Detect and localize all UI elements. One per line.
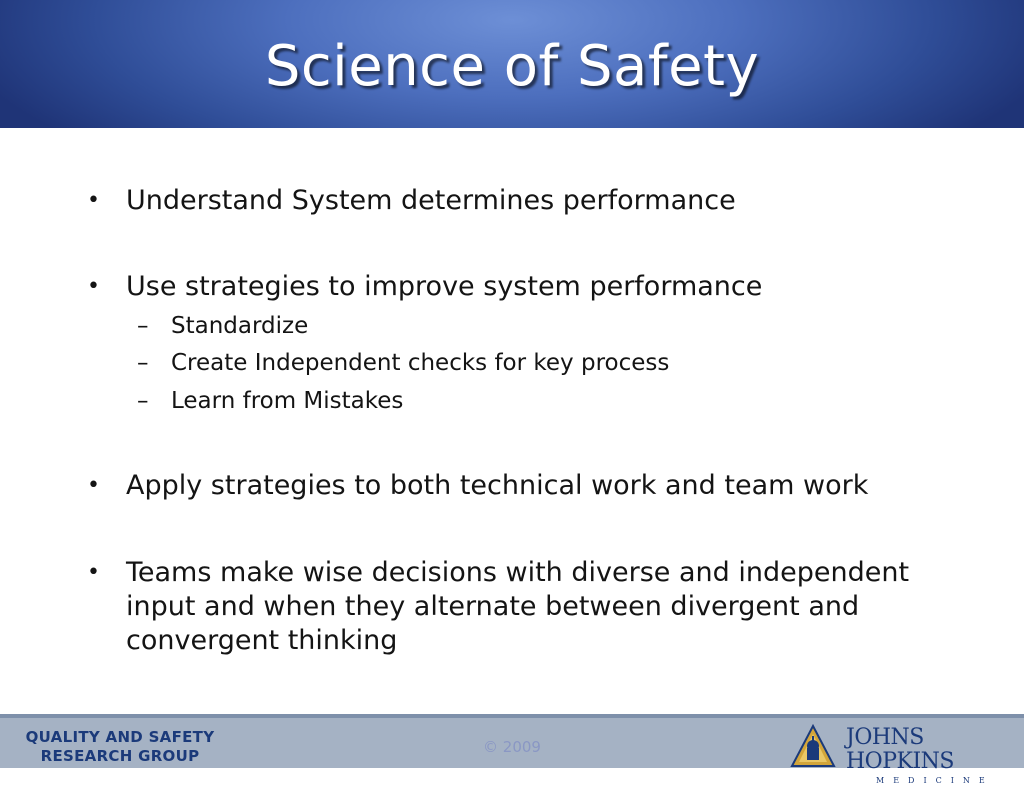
bullet-dot: • <box>87 188 100 213</box>
sub-dash: – <box>137 350 149 376</box>
hopkins-medicine: MEDICINE <box>876 776 994 785</box>
hopkins-name: JOHNS HOPKINS <box>846 725 954 774</box>
bullet-dot: • <box>87 560 100 585</box>
sub-item <box>137 386 404 416</box>
group-logo-text <box>12 728 228 766</box>
bullet-item <box>87 469 869 503</box>
hopkins-wordmark <box>846 726 1016 785</box>
copyright: © 2009 <box>483 738 541 756</box>
sub-item <box>137 311 309 341</box>
hopkins-seal-icon <box>790 724 836 768</box>
bullet-item <box>87 270 763 304</box>
sub-item <box>137 348 670 378</box>
sub-text: Standardize <box>171 313 309 339</box>
bullet-item <box>87 184 736 218</box>
bullet-text: Use strategies to improve system performance <box>126 271 763 302</box>
slide-footer <box>0 714 1024 785</box>
sub-dash: – <box>137 313 149 339</box>
bullet-dot: • <box>87 473 100 498</box>
bullet-text: Apply strategies to both technical work and team work <box>126 470 869 501</box>
slide-title: Science of Safety <box>264 34 760 99</box>
sub-dash: – <box>137 388 149 414</box>
group-name-line-1: QUALITY AND SAFETY <box>25 728 215 746</box>
group-name-line-2: RESEARCH GROUP <box>40 747 200 765</box>
bullet-text: Understand System determines performance <box>126 185 736 216</box>
bullet-dot: • <box>87 274 100 299</box>
bullet-text: Teams make wise decisions with diverse and independent input and when they alternate between divergent and convergent thinking <box>126 557 910 656</box>
sub-text: Create Independent checks for key process <box>171 350 670 376</box>
bullet-item <box>87 556 956 658</box>
sub-text: Learn from Mistakes <box>171 388 404 414</box>
